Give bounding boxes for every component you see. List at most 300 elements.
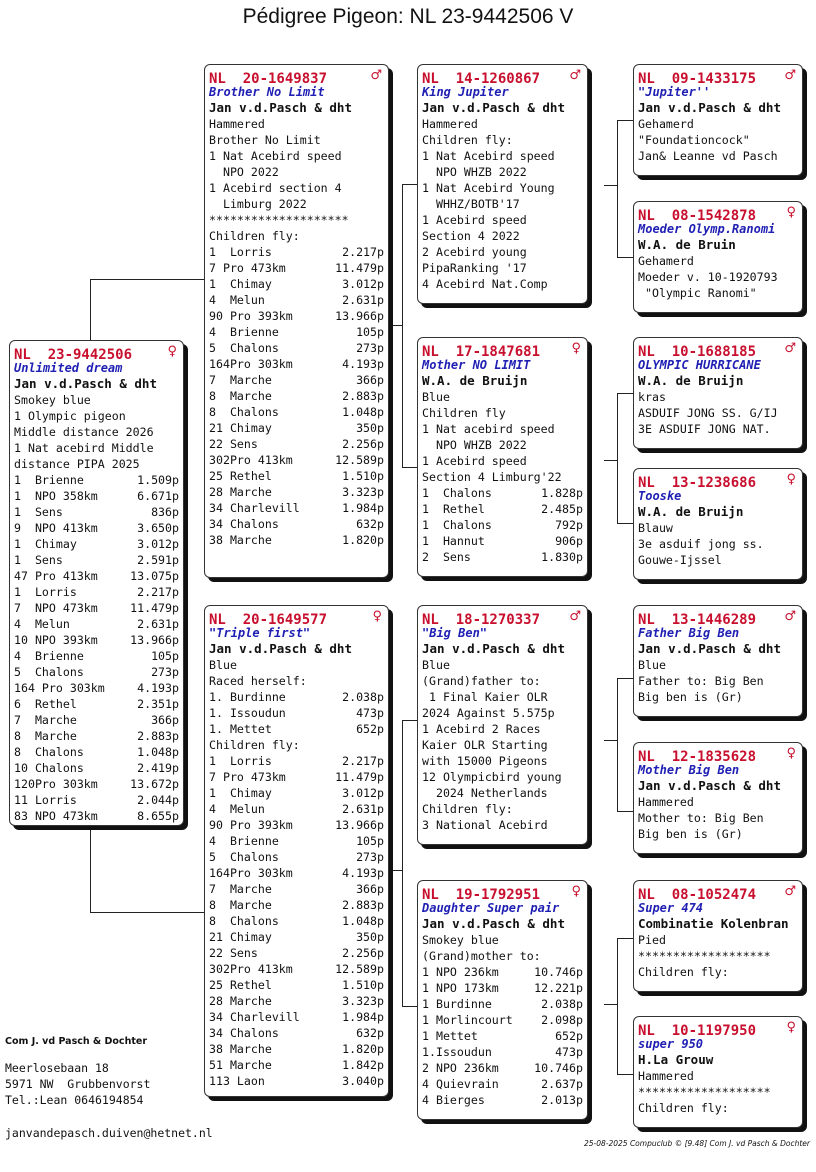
info-text: 28 Marche (209, 994, 272, 1008)
info-line (209, 244, 384, 260)
info-text: Blue (422, 658, 450, 672)
info-value: 1.820p (342, 1042, 384, 1056)
info-line (209, 1009, 384, 1025)
info-line (209, 148, 384, 164)
info-line (638, 657, 798, 673)
info-line (209, 340, 384, 356)
info-value: 12.589p (335, 962, 384, 976)
info-text: 302Pro 413km (209, 962, 293, 976)
owner-email[interactable]: janvandepasch.duiven@hetnet.nl (5, 1126, 213, 1140)
info-value: 473p (555, 1045, 583, 1059)
info-text: Smokey blue (422, 933, 499, 947)
info-text: ******************** (209, 213, 349, 227)
info-line (422, 244, 583, 260)
card-header (638, 205, 798, 224)
info-line (422, 1028, 583, 1044)
connector (604, 185, 618, 186)
info-line (209, 260, 384, 276)
info-value: 8.655p (137, 809, 179, 823)
pigeon-card-father-father[interactable] (417, 64, 588, 304)
pigeon-card-mother[interactable] (204, 605, 389, 1097)
pigeon-card-ffm[interactable] (633, 201, 803, 313)
card-header (638, 472, 798, 491)
info-text: 7 Pro 473km (209, 770, 286, 784)
info-line (638, 826, 798, 842)
ring-number: NL 09-1433175 (638, 71, 757, 87)
info-text: 1 Rethel (422, 502, 485, 516)
info-line (638, 132, 798, 148)
info-line (209, 977, 384, 993)
info-line (422, 1092, 583, 1108)
info-text: 8 Marche (209, 898, 272, 912)
info-text: 1 NPO 358km (14, 489, 98, 503)
ring-number: NL 08-1542878 (638, 208, 757, 224)
pigeon-card-mmf[interactable] (633, 880, 803, 992)
connector (90, 912, 204, 913)
connector (617, 811, 633, 812)
info-line (638, 932, 798, 948)
info-text: "Olympic Ranomi" (638, 286, 757, 300)
info-text: 21 Chimay (209, 930, 272, 944)
breeder-name: Jan v.d.Pasch & dht (638, 778, 781, 793)
sex-symbol-icon: ♀ (786, 1020, 796, 1035)
info-text: Big ben is (Gr) (638, 827, 743, 841)
info-line (14, 488, 179, 504)
info-text: 1 Chimay (209, 277, 272, 291)
info-text: Children fly: (209, 229, 300, 243)
info-value: 3.040p (342, 1074, 384, 1088)
info-text: Children fly: (638, 1101, 729, 1115)
info-text: 4 Melun (209, 293, 265, 307)
info-line (209, 212, 384, 228)
pigeon-name: Daughter Super pair (422, 901, 560, 915)
info-text: Hammered (638, 1069, 694, 1083)
info-text: 1 Chalons (422, 518, 492, 532)
info-line (422, 785, 583, 801)
info-value: 273p (356, 850, 384, 864)
ring-number: NL 14-1260867 (422, 71, 541, 87)
info-line (422, 657, 583, 673)
breeder-name: Jan v.d.Pasch & dht (209, 100, 352, 115)
sex-symbol-icon: ♂ (569, 68, 581, 83)
info-value: 6.671p (137, 489, 179, 503)
info-text: with 15000 Pigeons (422, 754, 548, 768)
sex-symbol-icon: ♂ (784, 68, 796, 83)
info-line (209, 1025, 384, 1041)
connector (617, 120, 633, 121)
info-value: 3.012p (137, 537, 179, 551)
info-line (638, 405, 798, 421)
info-line (209, 500, 384, 516)
info-line (422, 769, 583, 785)
info-text: Hammered (209, 117, 265, 131)
pigeon-card-fmf[interactable] (633, 337, 803, 449)
pigeon-card-mfm[interactable] (633, 742, 803, 854)
owner-name: Com J. vd Pasch & Dochter (5, 1036, 147, 1047)
info-line (422, 721, 583, 737)
breeder-name: W.A. de Bruin (638, 237, 736, 252)
sex-symbol-icon: ♀ (571, 884, 581, 899)
owner-city: 5971 NW Grubbenvorst (5, 1077, 151, 1091)
info-text: Children fly: (638, 965, 729, 979)
ring-number: NL 13-1238686 (638, 475, 757, 491)
info-text: 2024 Against 5.575p (422, 706, 555, 720)
info-text: NPO 2022 (209, 165, 279, 179)
info-value: 4.193p (342, 357, 384, 371)
info-value: 1.830p (541, 550, 583, 564)
info-line (638, 269, 798, 285)
info-text: 4 Melun (14, 617, 70, 631)
info-text: 1. Burdinne (209, 690, 286, 704)
card-header (638, 746, 798, 765)
ring-number: NL 10-1197950 (638, 1023, 757, 1039)
breeder-name: Jan v.d.Pasch & dht (638, 100, 781, 115)
info-text: "Foundationcock" (638, 133, 750, 147)
info-text: 3 National Acebird (422, 818, 548, 832)
breeder-name: Jan v.d.Pasch & dht (422, 641, 565, 656)
info-text: 12 Olympicbird young (422, 770, 562, 784)
info-text: 1 Acebird speed (422, 454, 527, 468)
info-text: 4 Quievrain (422, 1077, 499, 1091)
info-line (422, 964, 583, 980)
info-text: ASDUIF JONG SS. G/IJ (638, 406, 778, 420)
pigeon-name: Father Big Ben (638, 626, 740, 640)
info-text: WHHZ/BOTB'17 (422, 197, 520, 211)
info-line (209, 516, 384, 532)
info-text: 5 Chalons (14, 665, 84, 679)
info-value: 2.637p (541, 1077, 583, 1091)
sex-symbol-icon: ♂ (370, 68, 382, 83)
connector (617, 1074, 633, 1075)
breeder-name: W.A. de Bruijn (422, 373, 528, 388)
page-title: Pédigree Pigeon: NL 23-9442506 V (242, 5, 574, 28)
ring-number: NL 17-1847681 (422, 344, 541, 360)
info-line (209, 945, 384, 961)
info-line (14, 440, 179, 456)
info-text: Gehamerd (638, 117, 694, 131)
connector (617, 938, 618, 1075)
pigeon-card-father[interactable] (204, 64, 389, 578)
info-text: 51 Marche (209, 1058, 272, 1072)
info-value: 1.828p (541, 486, 583, 500)
info-line (638, 389, 798, 405)
info-text: 7 Marche (14, 713, 77, 727)
info-line (209, 228, 384, 244)
sex-symbol-icon: ♀ (786, 205, 796, 220)
connector (617, 393, 633, 394)
info-line (209, 833, 384, 849)
info-text: Smokey blue (14, 393, 91, 407)
info-text: Raced herself: (209, 674, 307, 688)
card-header (422, 884, 583, 903)
info-value: 350p (356, 930, 384, 944)
info-value: 366p (356, 882, 384, 896)
info-line (209, 436, 384, 452)
info-text: 25 Rethel (209, 469, 272, 483)
info-value: 1.509p (137, 473, 179, 487)
info-value: 4.193p (137, 681, 179, 695)
info-text: 1 Acebird section 4 (209, 181, 342, 195)
info-line (14, 680, 179, 696)
info-text: 34 Charlevill (209, 501, 300, 515)
info-line (209, 961, 384, 977)
info-line (422, 421, 583, 437)
info-text: 1 Lorris (209, 245, 272, 259)
info-value: 2.419p (137, 761, 179, 775)
sex-symbol-icon: ♀ (786, 472, 796, 487)
info-line (209, 897, 384, 913)
connector (402, 720, 403, 1006)
info-text: Big ben is (Gr) (638, 690, 743, 704)
info-line (638, 673, 798, 689)
info-text: ******************* (638, 1085, 771, 1099)
info-value: 1.510p (342, 978, 384, 992)
breeder-name: H.La Grouw (638, 1052, 714, 1067)
ring-number: NL 19-1792951 (422, 887, 541, 903)
info-line (638, 520, 798, 536)
info-value: 652p (555, 1029, 583, 1043)
info-text: Section 4 Limburg'22 (422, 470, 562, 484)
info-text: 1 Morlincourt (422, 1013, 513, 1027)
breeder-name: Jan v.d.Pasch & dht (638, 641, 781, 656)
info-value: 2.098p (541, 1013, 583, 1027)
info-text: Mother to: Big Ben (638, 811, 764, 825)
info-line (209, 865, 384, 881)
info-text: 120Pro 303km (14, 777, 98, 791)
info-text: 4 Brienne (14, 649, 84, 663)
info-text: Section 4 2022 (422, 229, 520, 243)
info-text: 7 Marche (209, 373, 272, 387)
info-line (209, 388, 384, 404)
info-text: Kaier OLR Starting (422, 738, 548, 752)
info-value: 350p (356, 421, 384, 435)
info-text: 34 Chalons (209, 1026, 279, 1040)
info-value: 11.479p (130, 601, 179, 615)
info-value: 1.820p (342, 533, 384, 547)
info-value: 632p (356, 1026, 384, 1040)
pigeon-card-subject[interactable] (9, 340, 184, 826)
info-line (422, 1044, 583, 1060)
info-text: 22 Sens (209, 946, 258, 960)
info-value: 105p (356, 834, 384, 848)
breeder-name: Jan v.d.Pasch & dht (422, 916, 565, 931)
info-text: 8 Chalons (14, 745, 84, 759)
info-value: 10.746p (534, 1061, 583, 1075)
info-line (638, 116, 798, 132)
connector (617, 938, 633, 939)
info-text: 1 Acebird 2 Races (422, 722, 541, 736)
info-text: 2 Sens (422, 550, 471, 564)
pigeon-name: Mother Big Ben (638, 763, 740, 777)
info-line (209, 705, 384, 721)
info-line (14, 472, 179, 488)
info-text: 8 Marche (209, 389, 272, 403)
pigeon-name: King Jupiter (422, 85, 509, 99)
info-text: 1 Hannut (422, 534, 485, 548)
connector (389, 870, 403, 871)
info-line (638, 421, 798, 437)
connector (90, 279, 204, 280)
info-value: 13.966p (335, 818, 384, 832)
info-text: PipaRanking '17 (422, 261, 527, 275)
info-text: 1 NPO 173km (422, 981, 499, 995)
card-header (638, 609, 798, 628)
connector (402, 1006, 417, 1007)
info-value: 2.591p (137, 553, 179, 567)
info-line (422, 116, 583, 132)
info-text: (Grand)mother to: (422, 949, 541, 963)
info-line (209, 849, 384, 865)
sex-symbol-icon: ♀ (571, 341, 581, 356)
info-value: 366p (151, 713, 179, 727)
info-line (209, 673, 384, 689)
pigeon-card-fmm[interactable] (633, 468, 803, 580)
info-value: 632p (356, 517, 384, 531)
info-value: 2.883p (137, 729, 179, 743)
connector (617, 257, 633, 258)
info-value: 2.217p (342, 245, 384, 259)
info-line (422, 948, 583, 964)
info-text: 7 Marche (209, 882, 272, 896)
info-text: 6 Rethel (14, 697, 77, 711)
info-text: 5 Chalons (209, 341, 279, 355)
info-line (14, 424, 179, 440)
info-line (638, 1068, 798, 1084)
info-text: Children fly: (422, 802, 513, 816)
ring-number: NL 08-1052474 (638, 887, 757, 903)
info-value: 2.883p (342, 389, 384, 403)
info-text: 1 Nat Acebird Young (422, 181, 555, 195)
breeder-name: W.A. de Bruijn (638, 373, 744, 388)
info-text: 1 Lorris (14, 585, 77, 599)
info-value: 11.479p (335, 770, 384, 784)
info-line (422, 817, 583, 833)
ring-number: NL 23-9442506 (14, 347, 133, 363)
info-line (209, 1073, 384, 1089)
info-line (422, 673, 583, 689)
info-line (209, 532, 384, 548)
pigeon-card-mother-father[interactable] (417, 605, 588, 845)
info-text: 113 Laon (209, 1074, 265, 1088)
info-line (209, 372, 384, 388)
info-text: 10 Chalons (14, 761, 84, 775)
info-value: 2.013p (541, 1093, 583, 1107)
breeder-name: W.A. de Bruijn (638, 504, 744, 519)
info-text: 1 Nat acebird speed (422, 422, 555, 436)
info-line (422, 689, 583, 705)
info-line (422, 517, 583, 533)
info-line (209, 484, 384, 500)
card-header (422, 341, 583, 360)
info-line (209, 116, 384, 132)
info-line (638, 552, 798, 568)
pigeon-card-mmm[interactable] (633, 1016, 803, 1128)
info-value: 273p (151, 665, 179, 679)
info-line (422, 405, 583, 421)
pigeon-card-mff[interactable] (633, 605, 803, 717)
info-text: 90 Pro 393km (209, 309, 293, 323)
info-text: 1. Issoudun (209, 706, 286, 720)
connector (604, 1004, 618, 1005)
connector (389, 325, 403, 326)
info-value: 10.746p (534, 965, 583, 979)
info-text: 11 Lorris (14, 793, 77, 807)
info-text: 302Pro 413km (209, 453, 293, 467)
info-line (209, 308, 384, 324)
info-text: Gouwe-Ijssel (638, 553, 722, 567)
pigeon-card-fff[interactable] (633, 64, 803, 176)
connector (604, 460, 618, 461)
info-text: 4 Brienne (209, 325, 279, 339)
info-text: 4 Melun (209, 802, 265, 816)
pigeon-card-father-mother[interactable] (417, 337, 588, 577)
info-value: 1.984p (342, 501, 384, 515)
info-line (209, 468, 384, 484)
info-text: Children fly: (422, 133, 513, 147)
owner-address: Meerlosebaan 18 (5, 1061, 109, 1075)
info-text: 25 Rethel (209, 978, 272, 992)
info-line (14, 456, 179, 472)
info-line (14, 552, 179, 568)
info-value: 105p (356, 325, 384, 339)
info-text: 1 Chimay (209, 786, 272, 800)
info-line (14, 744, 179, 760)
info-value: 11.479p (335, 261, 384, 275)
info-text: 90 Pro 393km (209, 818, 293, 832)
info-text: 34 Charlevill (209, 1010, 300, 1024)
info-value: 2.044p (137, 793, 179, 807)
info-value: 12.589p (335, 453, 384, 467)
info-text: 164Pro 303km (209, 357, 293, 371)
info-line (14, 568, 179, 584)
info-text: 4 Acebird Nat.Comp (422, 277, 548, 291)
info-text: 1.Issoudun (422, 1045, 492, 1059)
info-value: 2.038p (342, 690, 384, 704)
info-line (14, 504, 179, 520)
pigeon-name: super 950 (638, 1037, 704, 1051)
info-text: 1 Sens (14, 553, 63, 567)
info-line (209, 324, 384, 340)
info-value: 2.883p (342, 898, 384, 912)
info-text: Middle distance 2026 (14, 425, 154, 439)
info-line (422, 1012, 583, 1028)
card-header (638, 341, 798, 360)
info-value: 2.631p (137, 617, 179, 631)
info-line (209, 801, 384, 817)
info-line (209, 132, 384, 148)
breeder-name: Combinatie Kolenbran (638, 916, 789, 931)
info-value: 1.048p (342, 914, 384, 928)
card-header (638, 884, 798, 903)
info-text: 1 Mettet (422, 1029, 478, 1043)
pigeon-name: Unlimited dream (14, 361, 123, 375)
info-text: Blue (638, 658, 666, 672)
card-header (422, 609, 583, 628)
info-text: Jan& Leanne vd Pasch (638, 149, 778, 163)
pigeon-name: "Big Ben" (422, 626, 488, 640)
info-line (422, 737, 583, 753)
info-text: 38 Marche (209, 1042, 272, 1056)
pigeon-card-mother-mother[interactable] (417, 880, 588, 1120)
info-line (638, 536, 798, 552)
info-text: 22 Sens (209, 437, 258, 451)
info-text: 83 NPO 473km (14, 809, 98, 823)
info-text: 1 Nat Acebird speed (422, 149, 555, 163)
info-value: 366p (356, 373, 384, 387)
info-text: 4 Brienne (209, 834, 279, 848)
info-line (422, 180, 583, 196)
info-text: Pied (638, 933, 666, 947)
